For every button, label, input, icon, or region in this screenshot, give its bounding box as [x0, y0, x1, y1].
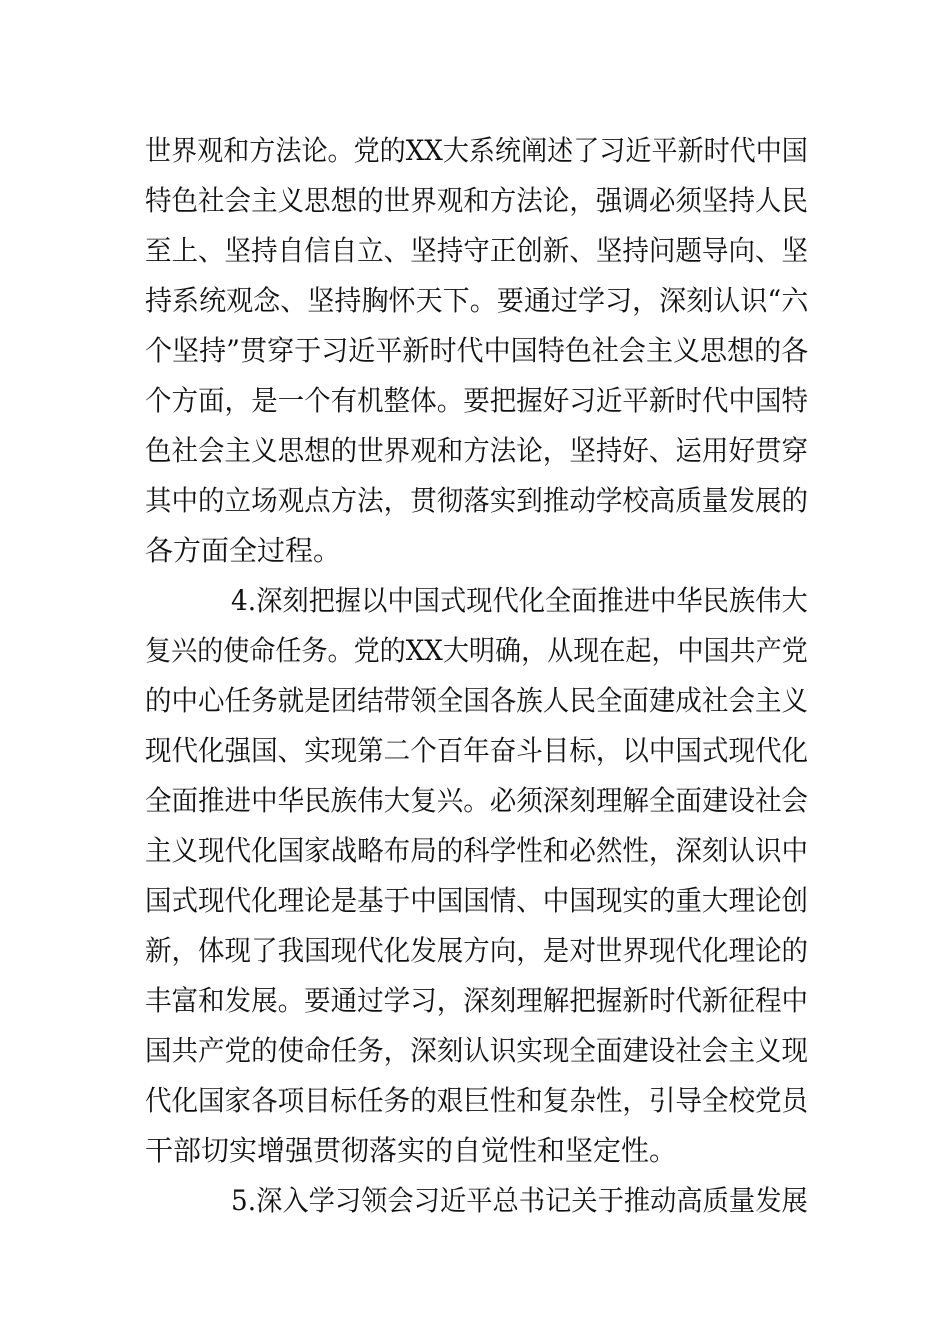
body-text-line: 全面推进中华民族伟大复兴。必须深刻理解全面建设社会	[145, 784, 809, 817]
body-text-line: 个坚持”贯穿于习近平新时代中国特色社会主义思想的各	[145, 334, 809, 367]
body-text-line: 个方面，是一个有机整体。要把握好习近平新时代中国特	[145, 384, 809, 417]
body-text-line: 干部切实增强贯彻落实的自觉性和坚定性。	[145, 1134, 678, 1167]
body-text-line: 至上、坚持自信自立、坚持守正创新、坚持问题导向、坚	[145, 234, 809, 267]
body-text-line: 其中的立场观点方法，贯彻落实到推动学校高质量发展的	[145, 484, 809, 517]
body-text-line: 代化国家各项目标任务的艰巨性和复杂性，引导全校党员	[145, 1084, 809, 1117]
body-text-line: 现代化强国、实现第二个百年奋斗目标，以中国式现代化	[145, 734, 809, 767]
body-text-line: 丰富和发展。要通过学习，深刻理解把握新时代新征程中	[145, 984, 809, 1017]
section-heading-5: 5.深入学习领会习近平总书记关于推动高质量发展	[231, 1184, 808, 1217]
body-text-line: 各方面全过程。	[145, 534, 342, 567]
body-text-line: 世界观和方法论。党的XX大系统阐述了习近平新时代中国	[145, 134, 808, 167]
body-text-line: 新，体现了我国现代化发展方向，是对世界现代化理论的	[145, 934, 809, 967]
body-text-line: 的中心任务就是团结带领全国各族人民全面建成社会主义	[145, 684, 809, 717]
body-text-line: 主义现代化国家战略布局的科学性和必然性，深刻认识中	[145, 834, 809, 867]
section-heading-4: 4.深刻把握以中国式现代化全面推进中华民族伟大	[231, 584, 808, 617]
body-text-line: 国式现代化理论是基于中国国情、中国现实的重大理论创	[145, 884, 809, 917]
body-text-line: 复兴的使命任务。党的XX大明确，从现在起，中国共产党	[145, 634, 808, 667]
body-text-line: 国共产党的使命任务，深刻认识实现全面建设社会主义现	[145, 1034, 809, 1067]
body-text-line: 色社会主义思想的世界观和方法论，坚持好、运用好贯穿	[145, 434, 809, 467]
body-text-line: 特色社会主义思想的世界观和方法论，强调必须坚持人民	[145, 184, 809, 217]
body-text-line: 持系统观念、坚持胸怀天下。要通过学习，深刻认识“六	[145, 284, 809, 317]
